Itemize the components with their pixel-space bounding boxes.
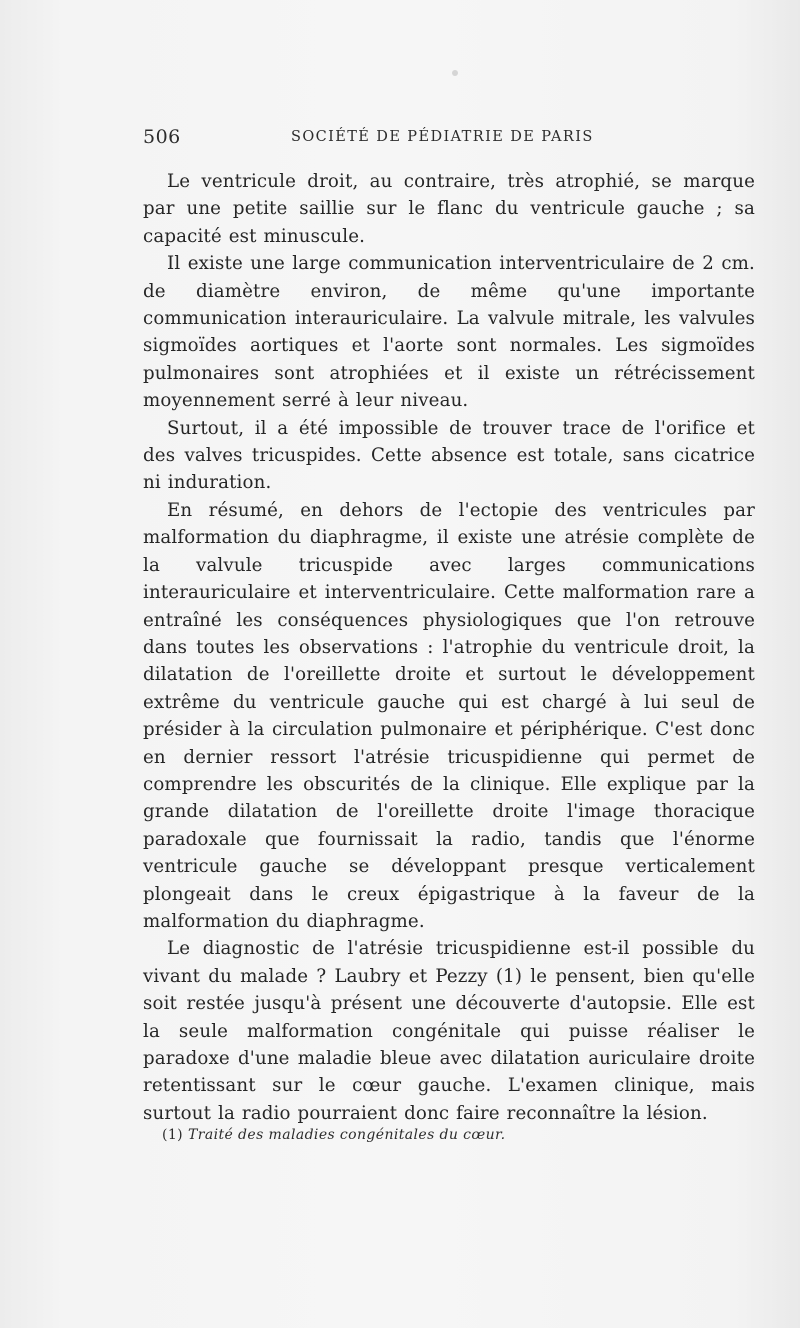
journal-title: SOCIÉTÉ DE PÉDIATRIE DE PARIS: [291, 129, 594, 145]
paragraph-diagnosis: Le diagnostic de l'atrésie tricuspidienne est-il possible du vivant du malade ? Laubry et Pezzy (1) le pensent, bien qu'elle soit restée jusqu'à présent une découverte d'autopsie. Elle est la seule malformation congénitale qui puisse réaliser le paradoxe d'une maladie bleue avec dilatation auriculaire droite retentissant sur le cœur gauche. L'examen clinique, mais surtout la radio pourraient donc faire reconnaître la lésion.: [143, 938, 755, 1124]
paragraph-communications: Il existe une large communication interventriculaire de 2 cm. de diamètre environ, de même qu'une importante communication interauriculaire. La valvule mitrale, les valvules sigmoïdes aortiques et l'aorte sont normales. Les sigmoïdes pulmonaires sont atrophiées et il existe un rétrécissement moyennement serré à leur niveau.: [143, 253, 755, 412]
running-head: [143, 126, 755, 152]
footnote-mark: (1): [162, 1127, 184, 1143]
paragraph-summary: En résumé, en dehors de l'ectopie des ventricules par malformation du diaphragme, il existe une atrésie complète de la valvule tricuspide avec larges communications interauriculaire et interventriculaire. Cette malformation rare a entraîné les conséquences physiologiques que l'on retrouve dans toutes les observations : l'atrophie du ventricule droit, la dilatation de l'oreillette droite et surtout le développement extrême du ventricule gauche qui est chargé à lui seul de présider à la circulation pulmonaire et périphérique. C'est donc en dernier ressort l'atrésie tricuspidienne qui permet de comprendre les obscurités de la clinique. Elle explique par la grande dilatation de l'oreillette droite l'image thoracique paradoxale que fournissait la radio, tandis que l'énorme ventricule gauche se développant presque verticalement plongeait dans le creux épigastrique à la faveur de la malformation du diaphragme.: [143, 499, 755, 932]
footnote: [162, 1127, 505, 1143]
paper-speck: [452, 70, 458, 76]
footnote-text: Traité des maladies congénitales du cœur.: [188, 1127, 506, 1143]
paragraph-tricuspid-absence: Surtout, il a été impossible de trouver trace de l'orifice et des valves tricuspides. Cette absence est totale, sans cicatrice ni induration.: [143, 417, 755, 494]
page-number: 506: [143, 126, 181, 148]
paragraph-right-ventricle: Le ventricule droit, au contraire, très atrophié, se marque par une petite saillie sur le flanc du ventricule gauche ; sa capacité est minuscule.: [143, 171, 755, 247]
body-text: [143, 168, 755, 1127]
